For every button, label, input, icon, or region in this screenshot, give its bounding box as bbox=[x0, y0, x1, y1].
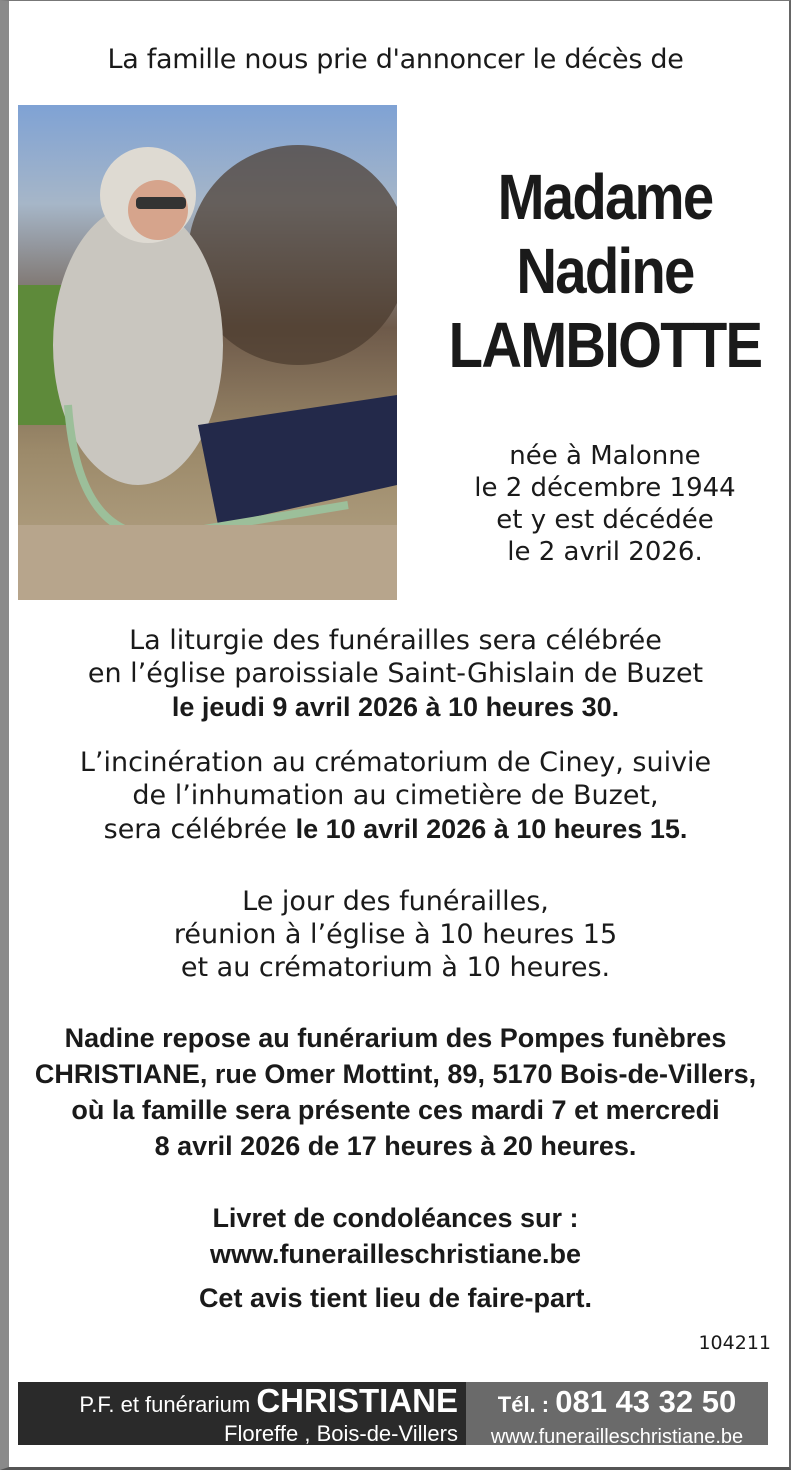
portrait-photo bbox=[18, 105, 397, 600]
notice-note: Cet avis tient lieu de faire-part. bbox=[198, 1283, 593, 1313]
birth-line: et y est décédée bbox=[496, 505, 714, 535]
condolences-label: Livret de condoléances sur : bbox=[212, 1203, 579, 1233]
condolences-section bbox=[0, 1200, 791, 1316]
deceased-name bbox=[442, 160, 768, 382]
visitation-line: CHRISTIANE, rue Omer Mottint, 89, 5170 Bois-de-Villers, bbox=[34, 1059, 757, 1089]
meeting-line: réunion à l’église à 10 heures 15 bbox=[173, 919, 618, 950]
birth-line: le 2 décembre 1944 bbox=[474, 473, 736, 503]
funeral-home-info bbox=[18, 1382, 466, 1445]
funeral-home-name: CHRISTIANE bbox=[256, 1382, 458, 1419]
funeral-home-locations: Floreffe , Bois-de-Villers bbox=[224, 1421, 458, 1446]
condolences-link[interactable]: www.funerailleschristiane.be bbox=[209, 1239, 582, 1269]
meeting-line: Le jour des funérailles, bbox=[242, 886, 549, 917]
funeral-home-prefix: P.F. et funérarium bbox=[79, 1392, 257, 1417]
cremation-line: sera célébrée bbox=[103, 814, 296, 845]
liturgy-date: le jeudi 9 avril 2026 à 10 heures 30. bbox=[171, 692, 620, 722]
liturgy-line: La liturgie des funérailles sera célébrée bbox=[129, 625, 662, 656]
liturgy-line: en l’église paroissiale Saint-Ghislain de Buzet bbox=[87, 658, 704, 689]
funeral-home-contact bbox=[466, 1382, 768, 1448]
phone-number[interactable]: 081 43 32 50 bbox=[555, 1384, 737, 1419]
cremation-line: L’incinération au crématorium de Ciney, suivie bbox=[79, 747, 712, 778]
cremation-date: le 10 avril 2026 à 10 heures 15. bbox=[295, 814, 688, 844]
birth-line: le 2 avril 2026. bbox=[507, 537, 703, 567]
visitation-line: où la famille sera présente ces mardi 7 et mercredi bbox=[71, 1095, 720, 1125]
funeral-home-banner bbox=[18, 1382, 768, 1448]
deceased-title: Madame bbox=[497, 161, 713, 233]
cremation-section bbox=[0, 746, 791, 846]
website-link[interactable]: www.funerailleschristiane.be bbox=[490, 1426, 744, 1448]
liturgy-section bbox=[0, 624, 791, 724]
phone-label: Tél. : bbox=[497, 1392, 556, 1417]
birth-line: née à Malonne bbox=[509, 441, 701, 471]
meeting-line: et au crématorium à 10 heures. bbox=[180, 952, 611, 983]
visitation-line: Nadine repose au funérarium des Pompes funèbres bbox=[64, 1023, 727, 1053]
deceased-last-name: LAMBIOTTE bbox=[448, 309, 762, 381]
intro-text: La famille nous prie d'annoncer le décès de bbox=[107, 44, 684, 75]
visitation-section bbox=[0, 1020, 791, 1164]
cremation-line: de l’inhumation au cimetière de Buzet, bbox=[132, 780, 659, 811]
visitation-line: 8 avril 2026 de 17 heures à 20 heures. bbox=[154, 1131, 637, 1161]
meeting-section bbox=[0, 885, 791, 984]
birth-death-info bbox=[420, 440, 790, 568]
deceased-first-name: Nadine bbox=[516, 235, 694, 307]
reference-number: 104211 bbox=[698, 1332, 771, 1354]
